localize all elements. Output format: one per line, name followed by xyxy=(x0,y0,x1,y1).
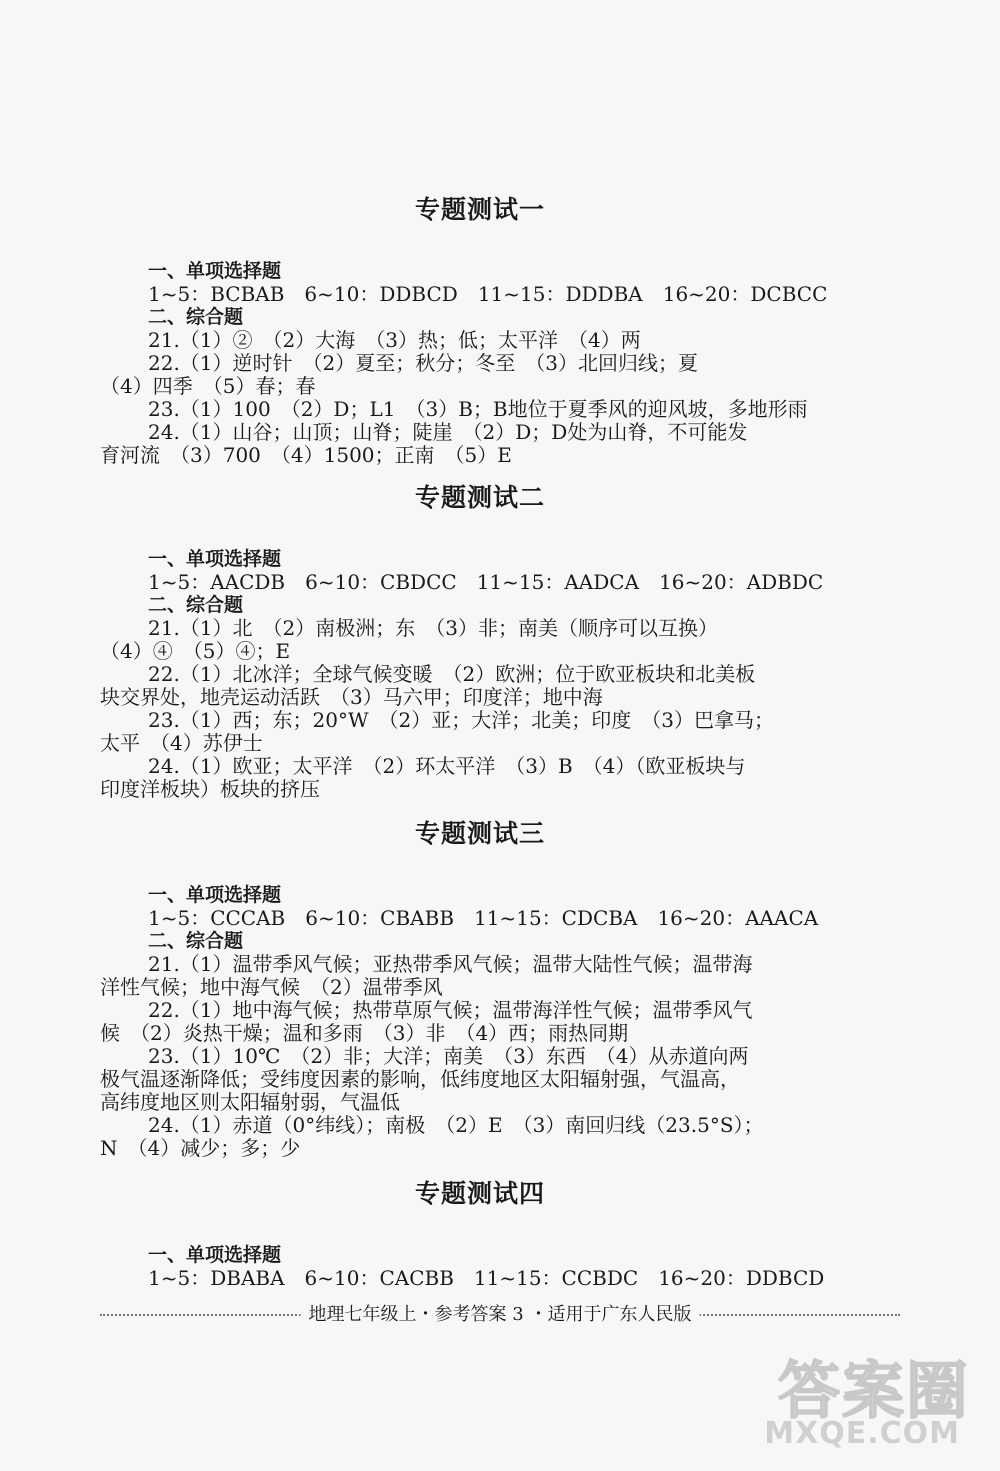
answer-line: 22.（1）逆时针 （2）夏至；秋分；冬至 （3）北回归线；夏 xyxy=(148,351,698,375)
answer-lines xyxy=(100,260,860,467)
page-footer xyxy=(100,1294,900,1334)
footer-text: 地理七年级上・参考答案 3 ・适用于广东人民版 xyxy=(301,1300,700,1326)
answer-line: 1~5：CCCAB 6~10：CBABB 11~15：CDCBA 16~20：AAACA xyxy=(148,906,819,930)
watermark-logo: 答案圈 xyxy=(777,1354,970,1427)
watermark xyxy=(690,1341,970,1451)
question-heading: 二、综合题 xyxy=(148,594,244,616)
answer-line: 太平 （4）苏伊士 xyxy=(100,731,263,755)
answer-lines xyxy=(100,884,860,1160)
section-test-3 xyxy=(100,814,860,1160)
answer-line: 洋性气候；地中海气候 （2）温带季风 xyxy=(100,975,443,999)
answer-lines xyxy=(100,548,860,801)
answer-line: 22.（1）北冰洋；全球气候变暖 （2）欧洲；位于欧亚板块和北美板 xyxy=(148,662,756,686)
answer-line: 育河流 （3）700 （4）1500；正南 （5）E xyxy=(100,443,512,467)
answer-line: 1~5：BCBAB 6~10：DDBCD 11~15：DDDBA 16~20：DCBCC xyxy=(148,282,828,306)
answer-line: 块交界处，地壳运动活跃 （3）马六甲；印度洋；地中海 xyxy=(100,685,603,709)
answer-lines xyxy=(100,1244,860,1290)
answer-line: 22.（1）地中海气候；热带草原气候；温带海洋性气候；温带季风气 xyxy=(148,998,753,1022)
watermark-url: MXQE.COM xyxy=(764,1416,960,1451)
answer-line: 21.（1）温带季风气候；亚热带季风气候；温带大陆性气候；温带海 xyxy=(148,952,753,976)
answer-line: 印度洋板块）板块的挤压 xyxy=(100,777,320,801)
answer-line: 高纬度地区则太阳辐射弱，气温低 xyxy=(100,1090,400,1114)
section-test-1 xyxy=(100,190,860,467)
question-heading: 二、综合题 xyxy=(148,306,244,328)
answer-line: 21.（1）北 （2）南极洲；东 （3）非；南美（顺序可以互换） xyxy=(148,616,718,640)
answer-line: 1~5：DBABA 6~10：CACBB 11~15：CCBDC 16~20：DDBCD xyxy=(148,1266,825,1290)
question-heading: 一、单项选择题 xyxy=(148,1244,282,1266)
question-heading: 一、单项选择题 xyxy=(148,884,282,906)
section-test-4 xyxy=(100,1174,860,1290)
section-test-2 xyxy=(100,478,860,801)
answer-line: 23.（1）10℃ （2）非；大洋；南美 （3）东西 （4）从赤道向两 xyxy=(148,1044,749,1068)
answer-line: 21.（1）② （2）大海 （3）热；低；太平洋 （4）两 xyxy=(148,328,641,352)
answer-line: 23.（1）100 （2）D；L1 （3）B；B地位于夏季风的迎风坡，多地形雨 xyxy=(148,397,808,421)
answer-line: N （4）减少；多；少 xyxy=(100,1136,301,1160)
section-title: 专题测试一 xyxy=(414,195,545,224)
answer-line: 24.（1）山谷；山顶；山脊；陡崖 （2）D；D处为山脊，不可能发 xyxy=(148,420,748,444)
answer-line: 24.（1）欧亚；太平洋 （2）环太平洋 （3）B （4）（欧亚板块与 xyxy=(148,754,746,778)
answer-line: 23.（1）西；东；20°W （2）亚；大洋；北美；印度 （3）巴拿马； xyxy=(148,708,774,732)
answer-line: 极气温逐渐降低；受纬度因素的影响，低纬度地区太阳辐射强，气温高， xyxy=(100,1067,740,1091)
section-title: 专题测试四 xyxy=(414,1179,545,1208)
answer-line: 候 （2）炎热干燥；温和多雨 （3）非 （4）西；雨热同期 xyxy=(100,1021,629,1045)
question-heading: 二、综合题 xyxy=(148,930,244,952)
question-heading: 一、单项选择题 xyxy=(148,548,282,570)
section-title: 专题测试三 xyxy=(414,819,545,848)
answer-line: 1~5：AACDB 6~10：CBDCC 11~15：AADCA 16~20：ADBDC xyxy=(148,570,824,594)
answer-line: （4）四季 （5）春；春 xyxy=(100,374,316,398)
section-title: 专题测试二 xyxy=(414,483,545,512)
question-heading: 一、单项选择题 xyxy=(148,260,282,282)
answer-line: （4）④ （5）④；E xyxy=(100,639,291,663)
answer-line: 24.（1）赤道（0°纬线）；南极 （2）E （3）南回归线（23.5°S）； xyxy=(148,1113,764,1137)
